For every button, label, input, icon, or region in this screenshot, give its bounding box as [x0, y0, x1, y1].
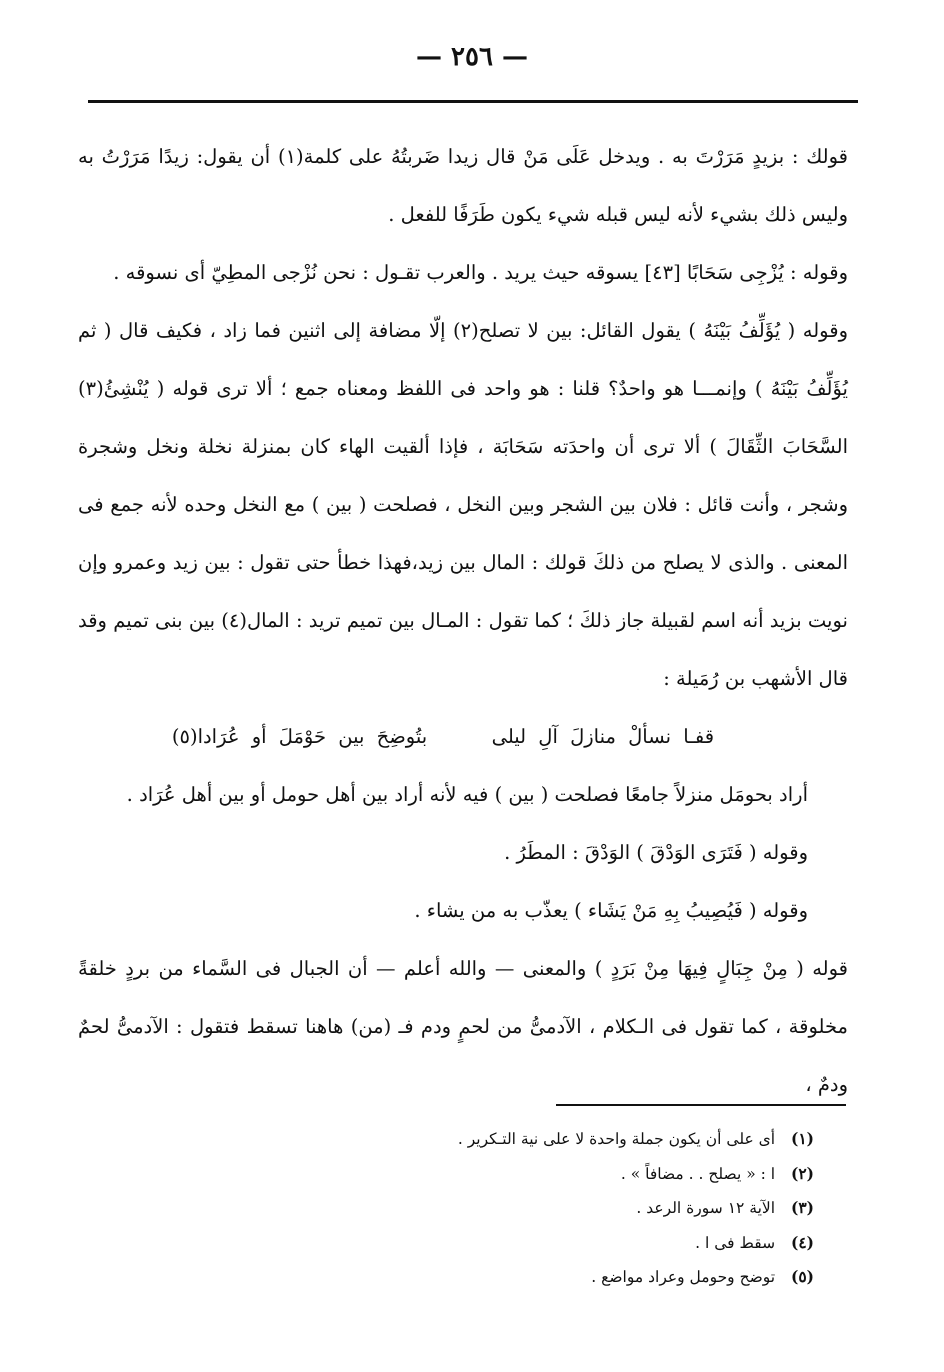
- paragraph-1: قولك : بزيدٍ مَرَرْتَ به . ويدخل عَلَى مَنْ قال زيدا ضَربتُهُ على كلمة(١) أن يقول: زيدًا مَرَرْتُ به وليس ذلك بشيء لأنه ليس قبله شيء يكون طَرَفًا للفعل .: [78, 145, 848, 226]
- footnote-text: ا : « يصلح . . مضافاً » .: [620, 1164, 776, 1183]
- footnote-text: سقط فى ا .: [695, 1233, 776, 1252]
- paragraph-last: قوله ( مِنْ جِبَالٍ فِيهَا مِنْ بَرَدٍ ) والمعنى — والله أعلم — أن الجبال فى السَّماء من بردٍ خلقةً مخلوقة ، كما تقول فى الـكلام ، الآدمىُّ من لحمٍ ودم فـ (من) هاهنا تسقط فتقول : الآدمىُّ لحمٌ ودمٌ ،: [78, 957, 848, 1096]
- wadq-explanation: وقوله ( فَتَرَى الوَدْقَ ) الوَدْقَ : المطَرُ .: [504, 841, 808, 864]
- footnotes-list: [114, 1122, 814, 1295]
- footnote-text: توضح وحومل وعراد مواضع .: [591, 1268, 776, 1286]
- footnote-2: [114, 1157, 814, 1192]
- verse-right-hemistich: قفـا نسألْ منازلَ آلِ ليلى: [491, 725, 715, 748]
- footnote-text: الآية ١٢ سورة الرعد .: [636, 1199, 776, 1217]
- footnote-number: (١): [790, 1129, 814, 1148]
- footnote-number: (٥): [790, 1267, 814, 1286]
- footnote-4: [114, 1226, 814, 1261]
- paragraph-2: وقوله : يُزْجِى سَحَابًا [٤٣] يسوقه حيث يريد . والعرب تقـول : نحن نُزْجى المطِيّ أى نسوقه .: [113, 261, 848, 284]
- footnote-number: (٣): [790, 1198, 814, 1217]
- poetry-verse: [78, 708, 848, 766]
- verse-left-hemistich: بتُوضِحَ بين حَوْمَلَ أو عُرَادا(٥): [171, 725, 428, 748]
- footnote-3: [114, 1191, 814, 1226]
- page-number: — ٢٥٦ —: [415, 42, 529, 72]
- footnote-text: أى على أن يكون جملة واحدة لا على نية التـكرير .: [457, 1130, 776, 1148]
- footnote-5: [114, 1260, 814, 1295]
- header-rule: [88, 100, 858, 103]
- footnote-1: [114, 1122, 814, 1157]
- footnote-number: (٢): [790, 1163, 814, 1183]
- verse-commentary: أراد بحومَل منزلاً جامعًا فصلحت ( بين ) فيه لأنه أراد بين أهل حومل أو بين أهل عُرَاد .: [126, 783, 808, 806]
- footnote-rule: [556, 1104, 846, 1106]
- paragraph-3: وقوله ( يُؤَلِّفُ بَيْنَهُ ) يقول القائل: بين لا تصلح(٢) إلّا مضافة إلى اثنين فما زاد ، فكيف قال ( ثم يُؤَلِّفُ بَيْنَهُ ) وإنمـــا هو واحدٌ؟ قلنا : هو واحد فى اللفظ ومعناه جمع ؛ ألا ترى قوله ( يُنْشِئُ(٣) السَّحَابَ الثِّقَالَ ) ألا ترى أن واحدَته سَحَابَة ، فإذا ألقيت الهاء كان بمنزلة نخلة ونخل وشجرة وشجر ، وأنت قائل : فلان بين الشجر وبين النخل ، فصلحت ( بين ) مع النخل وحده لأنه جمع فى المعنى . والذى لا يصلح من ذلكَ قولك : المال بين زيد،فهذا خطأ حتى تقول : بين زيد وعمرو وإن نويت بزيد أنه اسم لقبيلة جاز ذلكَ ؛ كما تقول : المـال بين تميم تريد : المال(٤) بين بنى تميم وقد قال الأشهب بن رُمَيلة :: [78, 319, 848, 690]
- footnote-number: (٤): [790, 1232, 814, 1252]
- main-text: [78, 128, 848, 1114]
- yusib-explanation: وقوله ( فَيُصِيبُ بِهِ مَنْ يَشَاء ) يعذّب به من يشاء .: [414, 899, 808, 922]
